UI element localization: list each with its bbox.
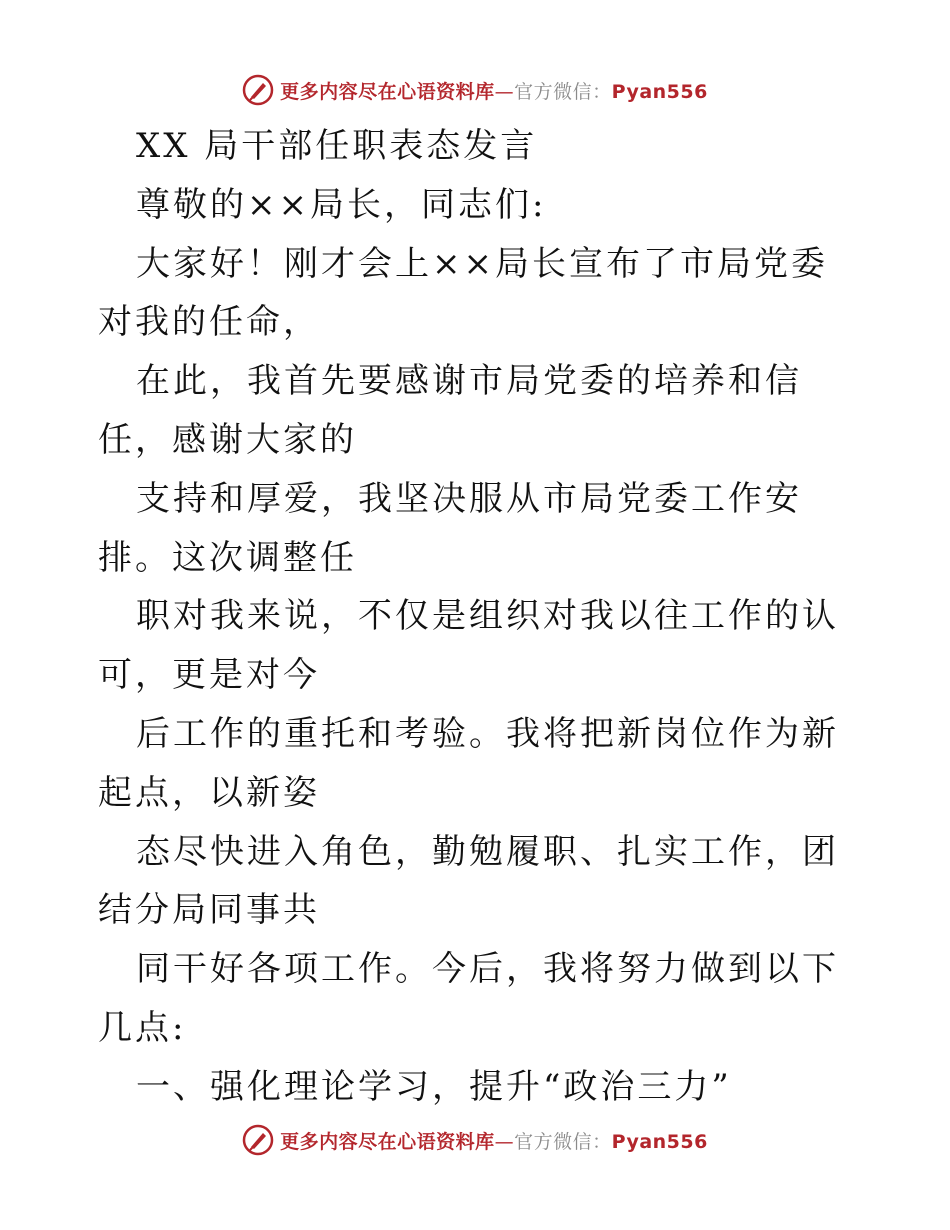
header-banner (0, 68, 950, 112)
quill-pen-logo-icon (242, 74, 274, 106)
banner-dash: — (494, 80, 515, 103)
paragraph-8: 同干好各项工作。今后，我将努力做到以下几点: (98, 949, 839, 1048)
header-banner-text (280, 77, 708, 104)
wechat-label: 官方微信： (514, 80, 612, 103)
quill-pen-logo-icon (242, 1124, 274, 1156)
footer-banner (0, 1118, 950, 1162)
paragraph-3: 在此，我首先要感谢市局党委的培养和信任，感谢大家的 (98, 361, 802, 460)
paragraph-5: 职对我来说，不仅是组织对我以往工作的认可，更是对今 (98, 596, 839, 696)
paragraph-1: 尊敬的××局长，同志们: (136, 184, 547, 225)
wechat-id: Pyan556 (611, 1130, 708, 1153)
document-body (98, 117, 858, 1117)
paragraph-7: 态尽快进入角色，勤勉履职、扎实工作，团结分局同事共 (98, 831, 839, 931)
document-title: XX 局干部任职表态发言 (136, 126, 538, 166)
paragraph-6: 后工作的重托和考验。我将把新岗位作为新起点，以新姿 (98, 713, 839, 813)
banner-dash: — (494, 1130, 515, 1153)
footer-banner-text (280, 1127, 708, 1154)
wechat-label: 官方微信： (514, 1130, 612, 1153)
paragraph-4: 支持和厚爱，我坚决服从市局党委工作安排。这次调整任 (98, 478, 802, 578)
section-heading-1: 一、强化理论学习，提升“政治三力” (136, 1066, 732, 1107)
site-name: 更多内容尽在心语资料库 (280, 80, 495, 103)
paragraph-2: 大家好！刚才会上××局长宣布了市局党委对我的任命， (98, 243, 828, 343)
wechat-id: Pyan556 (611, 80, 708, 103)
site-name: 更多内容尽在心语资料库 (280, 1130, 495, 1153)
